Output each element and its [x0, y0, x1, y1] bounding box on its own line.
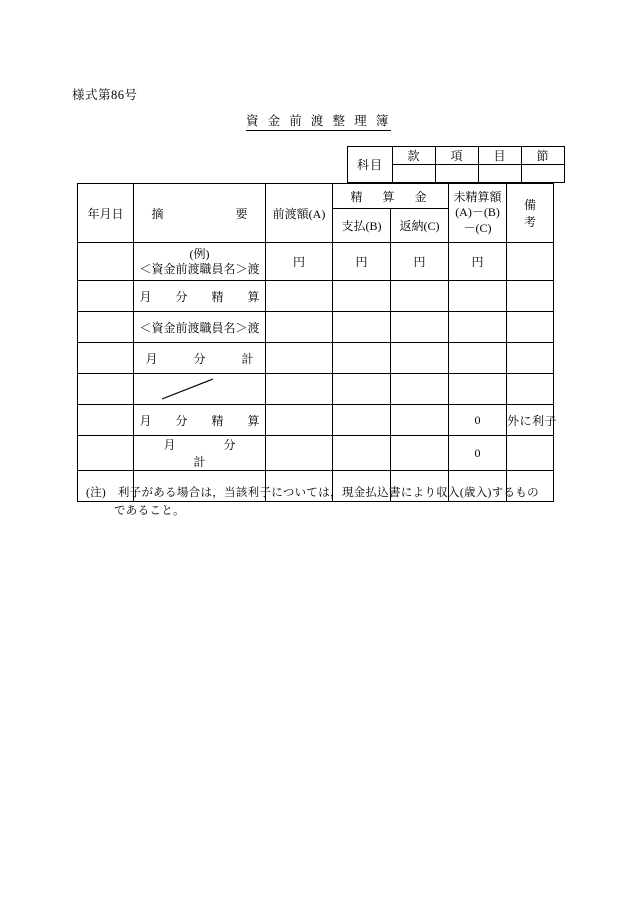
cell-date[interactable]	[78, 436, 134, 471]
header-date: 年月日	[78, 184, 134, 243]
cell-remarks[interactable]	[507, 436, 554, 471]
table-row	[78, 405, 554, 436]
cell-description[interactable]: 月 分 精 算	[134, 281, 266, 312]
cell-advance[interactable]	[266, 312, 333, 343]
cell-description-line2: ＜資金前渡職員名＞渡	[139, 261, 260, 276]
cell-date[interactable]	[78, 343, 134, 374]
table-row	[78, 281, 554, 312]
cell-remarks[interactable]	[507, 281, 554, 312]
account-column-setsu: 節	[522, 147, 565, 165]
header-description: 摘 要	[134, 184, 266, 243]
footnote-line-2: であること。	[114, 505, 185, 518]
cell-return[interactable]: 円	[391, 243, 449, 281]
cell-payment[interactable]	[333, 281, 391, 312]
footnote	[86, 484, 564, 521]
account-header-row	[348, 147, 565, 165]
header-payment: 支払(B)	[333, 209, 391, 243]
cell-date[interactable]	[78, 405, 134, 436]
cell-unsettled[interactable]	[449, 343, 507, 374]
account-column-moku: 目	[479, 147, 522, 165]
page-title: 資 金 前 渡 整 理 簿	[246, 111, 391, 131]
cell-payment[interactable]	[333, 312, 391, 343]
cell-description[interactable]: 月 分 精 算	[134, 405, 266, 436]
cell-advance[interactable]	[266, 343, 333, 374]
cell-date[interactable]	[78, 243, 134, 281]
cell-remarks[interactable]: 外に利子	[507, 405, 554, 436]
cell-return[interactable]	[391, 374, 449, 405]
header-advance: 前渡額(A)	[266, 184, 333, 243]
cell-advance[interactable]	[266, 374, 333, 405]
cell-payment[interactable]	[333, 343, 391, 374]
cell-remarks[interactable]	[507, 243, 554, 281]
table-row	[78, 343, 554, 374]
cell-unsettled[interactable]: 0	[449, 436, 507, 471]
header-unsettled	[449, 184, 507, 243]
cell-unsettled[interactable]: 0	[449, 405, 507, 436]
cell-return[interactable]	[391, 343, 449, 374]
cell-remarks[interactable]	[507, 343, 554, 374]
account-column-ko: 項	[436, 147, 479, 165]
cell-remarks[interactable]	[507, 312, 554, 343]
table-row	[78, 243, 554, 281]
account-header-table	[347, 146, 565, 183]
cell-date[interactable]	[78, 374, 134, 405]
cell-return[interactable]	[391, 436, 449, 471]
cell-date[interactable]	[78, 281, 134, 312]
account-column-kan: 款	[393, 147, 436, 165]
cell-description[interactable]: 月 分 計	[134, 436, 266, 471]
header-settlement-group: 精 算 金	[333, 184, 449, 209]
account-value-setsu[interactable]	[522, 165, 565, 183]
cell-advance[interactable]	[266, 405, 333, 436]
cell-description[interactable]: 月 分 計	[134, 343, 266, 374]
cell-date[interactable]	[78, 312, 134, 343]
table-row	[78, 312, 554, 343]
cell-return[interactable]	[391, 405, 449, 436]
account-label: 科目	[348, 147, 393, 183]
header-unsettled-line1: 未精算額	[453, 189, 502, 204]
cell-description-line1: (例)	[189, 246, 210, 261]
form-number: 様式第86号	[72, 88, 138, 102]
diagonal-slash-icon	[162, 378, 214, 400]
cell-payment[interactable]: 円	[333, 243, 391, 281]
cell-payment[interactable]	[333, 374, 391, 405]
cell-unsettled[interactable]	[449, 374, 507, 405]
header-unsettled-line2: (A)－(B)	[455, 205, 500, 220]
footnote-line-1: (注) 利子がある場合は，当該利子については，現金払込書により収入(歳入)するもの	[86, 487, 539, 499]
cell-unsettled[interactable]: 円	[449, 243, 507, 281]
cell-return[interactable]	[391, 281, 449, 312]
cell-description[interactable]: ＜資金前渡職員名＞渡	[134, 312, 266, 343]
account-value-moku[interactable]	[479, 165, 522, 183]
cell-return[interactable]	[391, 312, 449, 343]
cell-remarks[interactable]	[507, 374, 554, 405]
cell-payment[interactable]	[333, 405, 391, 436]
header-unsettled-line3: －(C)	[463, 220, 492, 235]
table-row	[78, 374, 554, 405]
header-return: 返納(C)	[391, 209, 449, 243]
cell-description-diagonal[interactable]	[134, 374, 266, 405]
cell-advance[interactable]	[266, 281, 333, 312]
cell-unsettled[interactable]	[449, 312, 507, 343]
table-row	[78, 436, 554, 471]
ledger-header-row-1	[78, 184, 554, 209]
cell-advance[interactable]: 円	[266, 243, 333, 281]
account-value-kan[interactable]	[393, 165, 436, 183]
cell-description[interactable]	[134, 243, 266, 281]
account-value-ko[interactable]	[436, 165, 479, 183]
cell-unsettled[interactable]	[449, 281, 507, 312]
cell-payment[interactable]	[333, 436, 391, 471]
ledger-table	[77, 183, 561, 502]
header-remarks: 備 考	[507, 184, 554, 243]
